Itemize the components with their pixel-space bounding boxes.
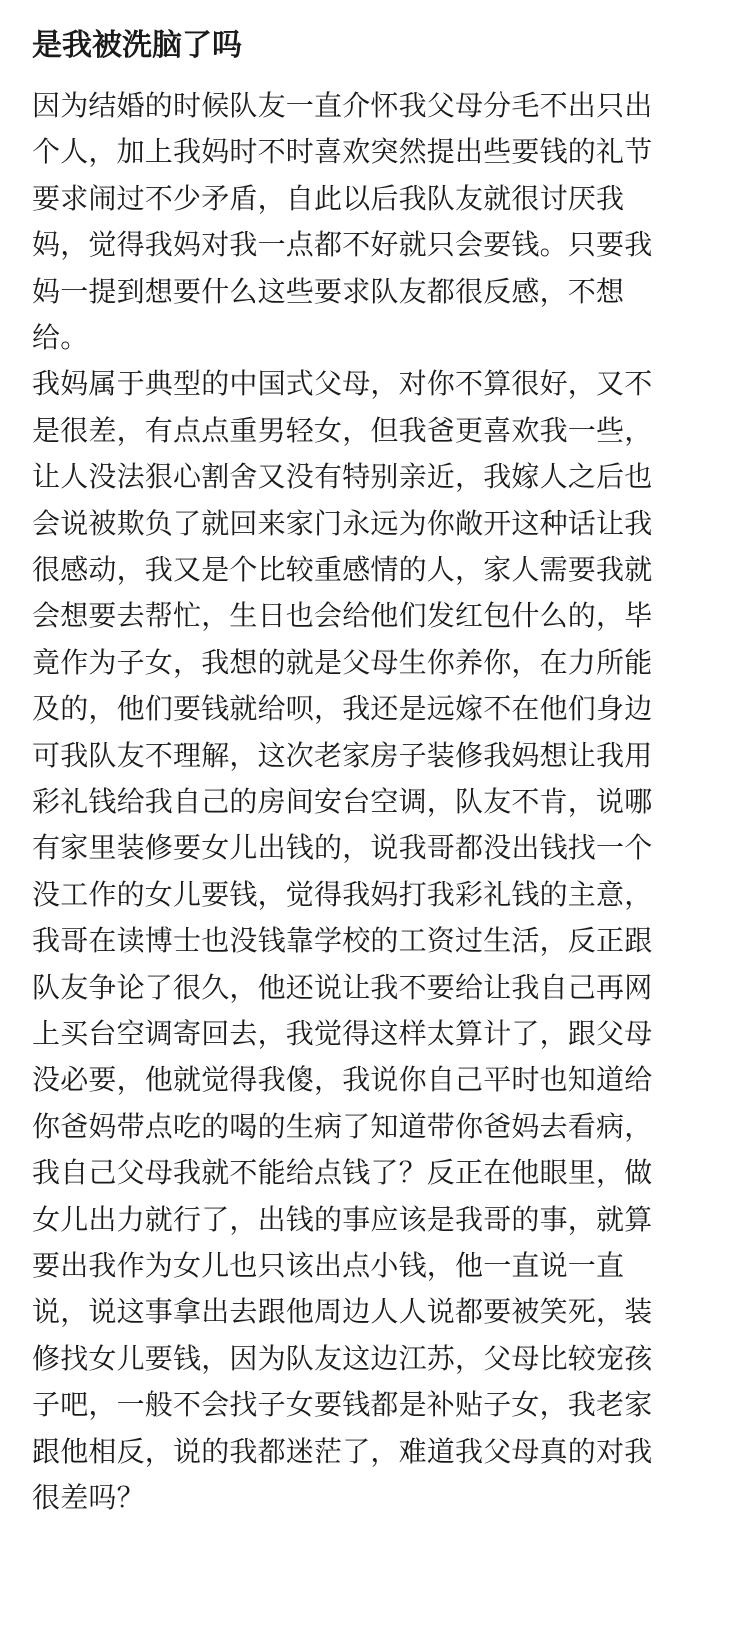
body-line: 会说被欺负了就回来家门永远为你敞开这种话让我 <box>32 506 653 540</box>
body-line: 给。 <box>32 321 89 354</box>
body-line: 没必要，他就觉得我傻，我说你自己平时也知道给 <box>32 1063 653 1097</box>
body-line: 我哥在读博士也没钱靠学校的工资过生活，反正跟 <box>32 924 653 958</box>
body-line: 妈，觉得我妈对我一点都不好就只会要钱。只要我 <box>32 228 653 262</box>
body-line: 队友争论了很久，他还说让我不要给让我自己再网 <box>32 970 653 1004</box>
body-line: 会想要去帮忙，生日也会给他们发红包什么的，毕 <box>32 599 653 633</box>
body-line: 我自己父母我就不能给点钱了？反正在他眼里，做 <box>32 1156 653 1190</box>
body-line: 彩礼钱给我自己的房间安台空调，队友不肯，说哪 <box>32 785 653 818</box>
body-line: 因为结婚的时候队友一直介怀我父母分毛不出只出 <box>32 89 653 122</box>
body-line: 妈一提到想要什么这些要求队友都很反感，不想 <box>32 274 625 308</box>
body-line: 很差吗？ <box>32 1481 145 1514</box>
body-line: 女儿出力就行了，出钱的事应该是我哥的事，就算 <box>32 1202 653 1236</box>
body-line: 个人，加上我妈时不时喜欢突然提出些要钱的礼节 <box>32 135 653 169</box>
body-line: 跟他相反，说的我都迷茫了，难道我父母真的对我 <box>32 1434 653 1468</box>
post-title: 是我被洗脑了吗 <box>32 28 242 63</box>
body-line: 要求闹过不少矛盾，自此以后我队友就很讨厌我 <box>32 181 625 215</box>
body-line: 及的，他们要钱就给呗，我还是远嫁不在他们身边 <box>32 692 653 726</box>
body-line: 要出我作为女儿也只该出点小钱，他一直说一直 <box>32 1249 625 1282</box>
body-line: 修找女儿要钱，因为队友这边江苏，父母比较宠孩 <box>32 1341 653 1375</box>
body-line: 可我队友不理解，这次老家房子装修我妈想让我用 <box>32 738 653 772</box>
body-line: 说，说这事拿出去跟他周边人人说都要被笑死，装 <box>32 1295 653 1329</box>
body-line: 让人没法狠心割舍又没有特别亲近，我嫁人之后也 <box>32 460 653 494</box>
body-line: 上买台空调寄回去，我觉得这样太算计了，跟父母 <box>32 1017 653 1050</box>
body-line: 子吧，一般不会找子女要钱都是补贴子女，我老家 <box>32 1388 653 1422</box>
body-line: 你爸妈带点吃的喝的生病了知道带你爸妈去看病， <box>32 1109 653 1143</box>
body-line: 没工作的女儿要钱，觉得我妈打我彩礼钱的主意， <box>32 877 653 911</box>
body-line: 竟作为子女，我想的就是父母生你养你，在力所能 <box>32 645 653 679</box>
body-line: 很感动，我又是个比较重感情的人，家人需要我就 <box>32 553 653 586</box>
body-line: 有家里装修要女儿出钱的，说我哥都没出钱找一个 <box>32 831 653 865</box>
body-line: 是很差，有点点重男轻女，但我爸更喜欢我一些， <box>32 413 653 447</box>
body-line: 我妈属于典型的中国式父母，对你不算很好，又不 <box>32 367 653 401</box>
